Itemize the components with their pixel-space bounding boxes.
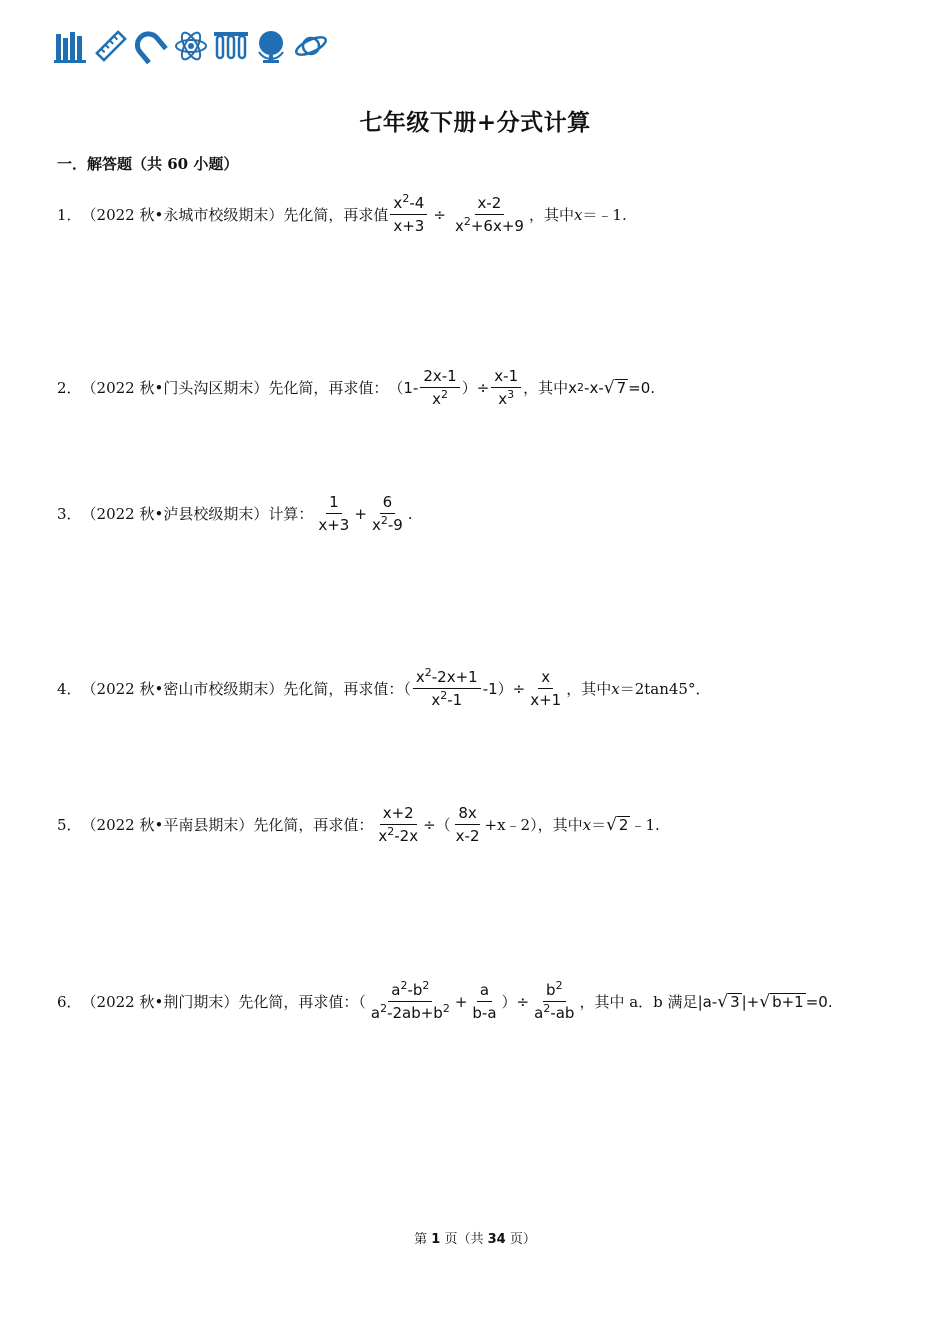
condition-equation: |a- √ 3 |+ √ b+1 =0. xyxy=(697,991,833,1012)
problem-source: （2022 秋•永城市校级期末） xyxy=(81,206,284,224)
condition-variable: x xyxy=(611,679,620,698)
fraction: $\frac{x}{x+1}$ xyxy=(530,668,562,709)
magnet-icon xyxy=(134,28,168,64)
problem-source: （2022 秋•密山市校级期末） xyxy=(81,680,284,698)
condition-value: ＝﹣1. xyxy=(582,206,627,224)
problem-number: 2． xyxy=(57,379,82,397)
total-pages: 34 xyxy=(487,1232,506,1247)
fraction: $\frac{6}{x^2-9}$ xyxy=(371,493,403,534)
subject-logo-strip xyxy=(54,28,328,64)
problem-number: 5． xyxy=(57,816,82,834)
page-title: 七年级下册+分式计算 xyxy=(359,109,591,136)
fraction: $\frac{a}{b-a}$ xyxy=(472,981,497,1022)
math-expression: $\frac{x^2-4}{x+3}$ ÷ $\frac{x-2}{x^2+6x+9}$ xyxy=(388,194,529,235)
fraction: $\frac{b^2}{a^2-ab}$ xyxy=(534,979,575,1022)
math-expression: （1- $\frac{2x-1}{x^2}$ ）÷ $\frac{x-1}{x^3}$ xyxy=(388,367,523,408)
fraction: $\frac{x-2}{x^2+6x+9}$ xyxy=(454,194,524,235)
problem-number: 1． xyxy=(57,206,82,224)
problem-instruction: 先化简，再求值： xyxy=(268,379,389,397)
problem-source: （2022 秋•泸县校级期末） xyxy=(81,505,269,523)
condition-prefix: ，其中 xyxy=(528,206,574,224)
fraction: $\frac{x-1}{x^3}$ xyxy=(491,367,521,408)
planet-icon xyxy=(294,28,328,64)
after-fraction-text: +x﹣2），其中 xyxy=(484,816,583,834)
problem-1 xyxy=(57,194,627,235)
current-page: 1 xyxy=(431,1232,441,1247)
fraction: $\frac{1}{x+3}$ xyxy=(318,493,350,534)
square-root: √ 7 xyxy=(603,377,627,398)
math-expression: $\frac{1}{x+3}$ + $\frac{6}{x^2-9}$ xyxy=(313,493,407,534)
math-expression: $\frac{a^2-b^2}{a^2-2ab+b^2}$ + $\frac{a}{b-a}$ ）÷ $\frac{b^2}{a^2-ab}$ xyxy=(366,981,580,1022)
test-tubes-icon xyxy=(214,28,248,64)
problem-instruction: 先化简，再求值：（ xyxy=(238,993,366,1011)
end-mark: . xyxy=(407,504,413,523)
page-footer: 第 1 页（共 34 页） xyxy=(414,1232,536,1247)
problem-number: 6． xyxy=(57,993,82,1011)
globe-icon xyxy=(254,28,288,64)
condition-variable: x xyxy=(573,205,583,224)
problem-3 xyxy=(57,493,413,534)
fraction: $\frac{x^2-4}{x+3}$ xyxy=(390,194,427,235)
square-root: √ b+1 xyxy=(759,991,804,1012)
atom-icon xyxy=(174,28,208,64)
fraction: $\frac{2x-1}{x^2}$ xyxy=(420,367,459,408)
problem-5 xyxy=(57,804,660,845)
problem-number: 4． xyxy=(57,680,82,698)
problem-instruction: 先化简，再求值： xyxy=(253,816,374,834)
problem-4 xyxy=(57,668,710,709)
problem-source: （2022 秋•门头沟区期末） xyxy=(81,379,269,397)
math-expression: $\frac{x+2}{x^2-2x}$ ÷（ $\frac{8x}{x-2}$ xyxy=(373,804,484,845)
section-heading: 一．解答题（共 60 小题） xyxy=(57,155,239,173)
square-root: √ 3 xyxy=(717,991,740,1012)
square-root: √ 2 xyxy=(606,814,629,835)
problem-instruction: 计算： xyxy=(268,505,314,523)
problem-2 xyxy=(57,367,655,408)
condition-prefix: ，其中 xyxy=(566,680,612,698)
condition-variable: x xyxy=(582,815,592,834)
books-icon xyxy=(54,28,88,64)
condition-equals: ＝ xyxy=(591,816,607,834)
problem-instruction: 先化简，再求值 xyxy=(283,206,389,224)
fraction: $\frac{8x}{x-2}$ xyxy=(455,804,480,845)
problem-source: （2022 秋•荆门期末） xyxy=(81,993,239,1011)
condition-prefix: ，其中 a．b 满足 xyxy=(579,993,698,1011)
problem-number: 3． xyxy=(57,505,82,523)
problem-source: （2022 秋•平南县期末） xyxy=(81,816,254,834)
problem-6 xyxy=(57,981,833,1022)
fraction: $\frac{x^2-2x+1}{x^2-1}$ xyxy=(413,668,481,709)
fraction: $\frac{x+2}{x^2-2x}$ xyxy=(378,804,419,845)
fraction: $\frac{a^2-b^2}{a^2-2ab+b^2}$ xyxy=(370,979,450,1022)
condition-value: ﹣1. xyxy=(630,816,660,834)
condition-value: ＝2tan45°． xyxy=(619,680,711,698)
condition-prefix: ，其中 xyxy=(523,379,569,397)
problem-instruction: 先化简，再求值：（ xyxy=(283,680,411,698)
math-expression: $\frac{x^2-2x+1}{x^2-1}$ -1）÷ $\frac{x}{x+1}$ xyxy=(411,668,566,709)
ruler-icon xyxy=(94,28,128,64)
condition-equation: x 2 -x- √ 7 =0. xyxy=(568,377,656,398)
